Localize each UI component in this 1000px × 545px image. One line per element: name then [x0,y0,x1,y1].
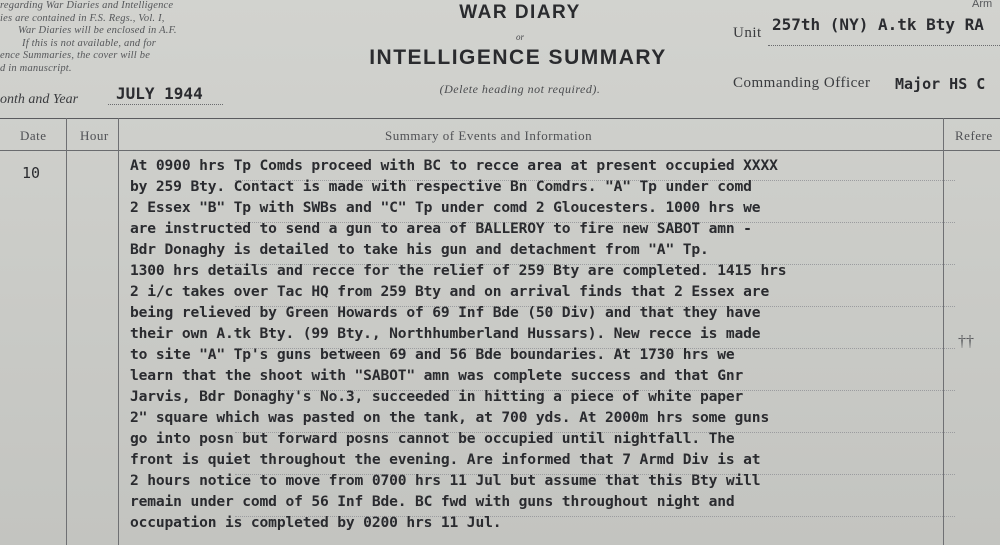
entry-line: occupation is completed by 0200 hrs 11 Jul. [130,514,502,531]
entry-line: go into posn but forward posns cannot be occupied until nightfall. The [130,430,735,447]
hour-column-divider [118,118,119,545]
instruction-line: If this is not available, and for [22,37,157,49]
summary-column-header: Summary of Events and Information [385,128,593,143]
entry-line: 2 i/c takes over Tac HQ from 259 Bty and on arrival finds that 2 Essex are [130,283,770,300]
table-top-rule [0,118,1000,119]
entry-line: learn that the shoot with "SABOT" amn was complete success and that Gnr [130,367,744,384]
delete-heading-note: (Delete heading not required). [439,82,601,96]
month-year-value: JULY 1944 [116,84,203,103]
or-label: or [515,32,524,42]
month-dotted-line [108,104,223,105]
table-header-rule [0,150,1000,151]
commanding-officer-label: Commanding Officer [733,75,871,91]
date-column-header: Date [20,128,47,143]
unit-label: Unit [733,25,762,41]
entry-date: 10 [22,164,41,182]
unit-value: 257th (NY) A.tk Bty RA [772,15,984,34]
summary-entry [130,155,930,533]
entry-line: At 0900 hrs Tp Comds proceed with BC to recce area at present occupied XXXX [130,157,778,174]
references-column-header: Refere [955,128,993,143]
entry-line: 1300 hrs details and recce for the relief of 259 Bty are completed. 1415 hrs [130,262,787,279]
instruction-line: War Diaries will be enclosed in A.F. [18,25,177,36]
unit-dotted-line [768,45,1000,46]
entry-line: 2 hours notice to move from 0700 hrs 11 Jul but assume that this Bty will [130,472,761,489]
entry-line: their own A.tk Bty. (99 Bty., Northhumberland Hussars). New recce is made [130,325,761,342]
war-diary-title: WAR DIARY [459,2,581,23]
hour-column-header: Hour [80,128,109,143]
army-form-label: Arm [972,0,993,10]
month-year-label: onth and Year [0,92,79,107]
entry-line: are instructed to send a gun to area of BALLEROY to fire new SABOT amn - [130,220,752,237]
instruction-line: d in manuscript. [0,62,72,74]
entry-line: front is quiet throughout the evening. Are informed that 7 Armd Div is at [130,451,761,468]
intelligence-summary-title: INTELLIGENCE SUMMARY [369,46,667,69]
date-column-divider [66,118,67,545]
entry-line: by 259 Bty. Contact is made with respective Bn Comdrs. "A" Tp under comd [130,178,752,195]
instructions-text [0,0,275,75]
instruction-line: regarding War Diaries and Intelligence [0,0,174,11]
commanding-officer-value: Major HS C [895,75,986,93]
summary-column-divider [943,118,944,545]
pencil-initials-mark: †† [958,333,974,350]
entry-line: to site "A" Tp's guns between 69 and 56 Bde boundaries. At 1730 hrs we [130,346,735,363]
entry-line: Bdr Donaghy is detailed to take his gun and detachment from "A" Tp. [130,241,709,258]
instruction-line: ence Summaries, the cover will be [0,50,151,61]
entry-line: remain under comd of 56 Inf Bde. BC fwd with guns throughout night and [130,493,735,510]
entry-line: 2" square which was pasted on the tank, at 700 yds. At 2000m hrs some guns [130,409,770,426]
entry-line: Jarvis, Bdr Donaghy's No.3, succeeded in hitting a piece of white paper [130,388,744,405]
entry-line: being relieved by Green Howards of 69 Inf Bde (50 Div) and that they have [130,304,761,321]
instruction-line: ies are contained in F.S. Regs., Vol. I, [0,12,165,24]
entry-line: 2 Essex "B" Tp with SWBs and "C" Tp under comd 2 Gloucesters. 1000 hrs we [130,199,761,216]
